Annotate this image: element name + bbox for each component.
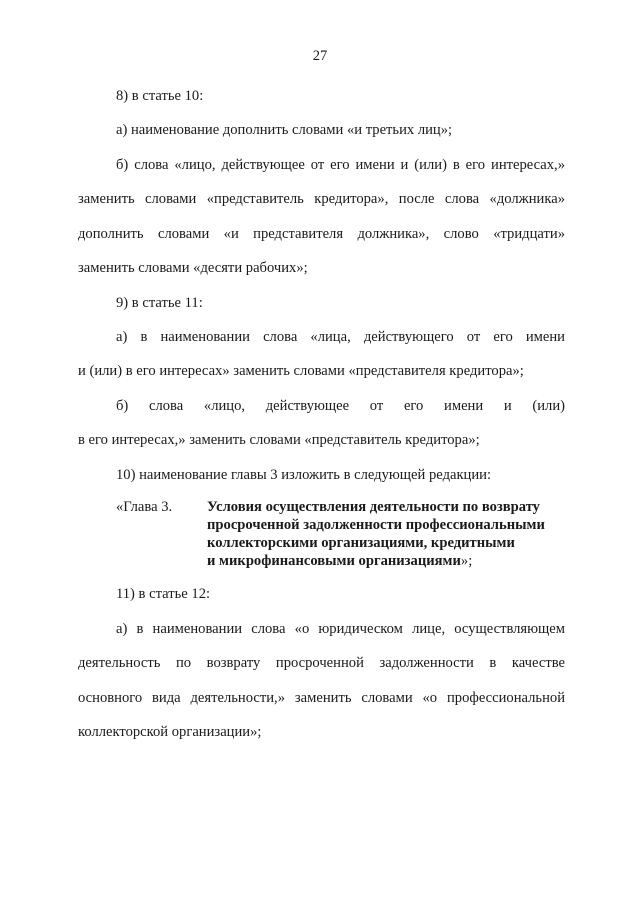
paragraph-line: коллекторской организации»; — [78, 724, 262, 740]
paragraph-line: а) в наименовании слова «лица, действующего от его имени — [116, 329, 565, 345]
paragraph-line: дополнить словами «и представителя должника», слово «тридцати» — [78, 226, 565, 242]
paragraph-line: основного вида деятельности,» заменить словами «о профессиональной — [78, 690, 565, 706]
paragraph-line: б) слова «лицо, действующее от его имени и (или) — [116, 398, 565, 414]
chapter-title-line: коллекторскими организациями, кредитными — [207, 535, 515, 551]
paragraph-line: 9) в статье 11: — [116, 295, 203, 311]
paragraph-line: деятельность по возврату просроченной задолженности в качестве — [78, 655, 565, 671]
paragraph-line: 11) в статье 12: — [116, 586, 211, 602]
paragraph-line: 10) наименование главы 3 изложить в следующей редакции: — [116, 467, 492, 483]
chapter-title-last — [207, 552, 567, 570]
chapter-title-line: и микрофинансовыми организациями — [207, 553, 461, 569]
paragraph-line: 8) в статье 10: — [116, 88, 204, 104]
paragraph-line: и (или) в его интересах» заменить словами «представителя кредитора»; — [78, 363, 524, 379]
chapter-title-end: »; — [460, 553, 473, 569]
paragraph-line: в его интересах,» заменить словами «представитель кредитора»; — [78, 432, 480, 448]
chapter-label: «Глава 3. — [116, 499, 173, 515]
chapter-title-line: просроченной задолженности профессиональными — [207, 517, 545, 533]
paragraph-line: а) наименование дополнить словами «и третьих лиц»; — [116, 122, 453, 138]
paragraph-line: а) в наименовании слова «о юридическом лице, осуществляющем — [116, 621, 565, 637]
paragraph-line: заменить словами «десяти рабочих»; — [78, 260, 308, 276]
chapter-title-line: Условия осуществления деятельности по возврату — [207, 499, 540, 515]
paragraph-line: заменить словами «представитель кредитора», после слова «должника» — [78, 191, 565, 207]
page-number: 27 — [312, 48, 328, 64]
chapter-title — [207, 498, 567, 570]
paragraph-line: б) слова «лицо, действующее от его имени и (или) в его интересах,» — [116, 157, 565, 173]
